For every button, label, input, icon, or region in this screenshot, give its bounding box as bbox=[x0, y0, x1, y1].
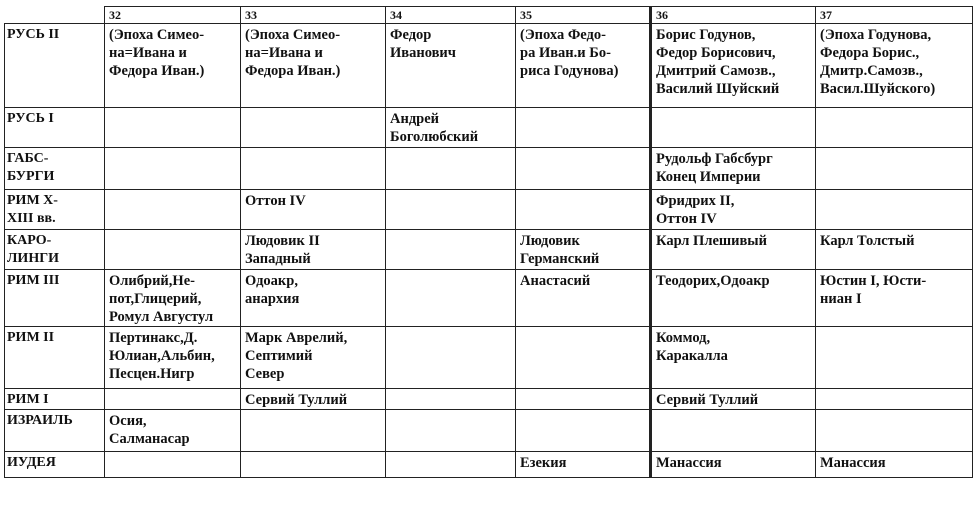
column-number: 33 bbox=[241, 7, 386, 24]
cell-text: Теодорих,Одоакр bbox=[656, 273, 770, 289]
table-cell bbox=[241, 230, 386, 270]
table-cell bbox=[816, 270, 973, 327]
row-label bbox=[5, 148, 105, 190]
table-cell bbox=[386, 452, 516, 478]
table-row bbox=[5, 230, 973, 270]
cell-text: Оттон IV bbox=[245, 193, 306, 209]
table-cell bbox=[241, 410, 386, 452]
cell-text: Манассия bbox=[656, 455, 722, 471]
row-label bbox=[5, 389, 105, 410]
table-cell bbox=[105, 452, 241, 478]
table-cell bbox=[516, 410, 651, 452]
cell-text: Фридрих II, Оттон IV bbox=[656, 193, 735, 227]
table-row bbox=[5, 452, 973, 478]
table-cell bbox=[651, 410, 816, 452]
table-cell bbox=[386, 389, 516, 410]
row-label-text: ИУДЕЯ bbox=[7, 455, 56, 470]
table-cell bbox=[105, 24, 241, 108]
table-row bbox=[5, 148, 973, 190]
table-cell bbox=[386, 410, 516, 452]
table-cell bbox=[516, 148, 651, 190]
table-cell bbox=[516, 24, 651, 108]
cell-text: Андрей Боголюбский bbox=[390, 111, 479, 145]
cell-text: Олибрий,Не- пот,Глицерий, Ромул Августул bbox=[109, 273, 214, 325]
cell-text: Одоакр, анархия bbox=[245, 273, 300, 307]
row-label-text: РИМ X- XIII вв. bbox=[7, 193, 58, 226]
table-cell bbox=[241, 327, 386, 389]
table-cell bbox=[516, 230, 651, 270]
cell-text: Марк Аврелий, Септимий Север bbox=[245, 330, 348, 382]
cell-text: Юстин I, Юсти- ниан I bbox=[820, 273, 927, 307]
table-cell bbox=[241, 108, 386, 148]
cell-text: (Эпоха Симео- на=Ивана и Федора Иван.) bbox=[109, 27, 205, 79]
row-label-text: ГАБС- БУРГИ bbox=[7, 151, 55, 184]
cell-text: (Эпоха Годунова, Федора Борис., Дмитр.Самозв., Васил.Шуйского) bbox=[820, 27, 936, 97]
table-row bbox=[5, 327, 973, 389]
cell-text: Людовик Германский bbox=[520, 233, 600, 267]
row-label-text: РУСЬ I bbox=[7, 111, 54, 126]
row-label bbox=[5, 327, 105, 389]
table-cell bbox=[386, 148, 516, 190]
row-label-text: КАРО- ЛИНГИ bbox=[7, 233, 60, 266]
column-number: 37 bbox=[816, 7, 973, 24]
table-cell bbox=[651, 230, 816, 270]
table-cell bbox=[651, 270, 816, 327]
column-number: 32 bbox=[105, 7, 241, 24]
table-cell bbox=[516, 389, 651, 410]
table-cell bbox=[816, 108, 973, 148]
table-cell bbox=[651, 190, 816, 230]
table-row bbox=[5, 410, 973, 452]
chronology-table bbox=[4, 6, 973, 478]
cell-text: Езекия bbox=[520, 455, 567, 471]
cell-text: Осия, Салманасар bbox=[109, 413, 190, 447]
table-cell bbox=[105, 190, 241, 230]
table-cell bbox=[241, 24, 386, 108]
column-number: 34 bbox=[386, 7, 516, 24]
table-row bbox=[5, 108, 973, 148]
table-cell bbox=[105, 108, 241, 148]
table-cell bbox=[516, 190, 651, 230]
cell-text: Карл Плешивый bbox=[656, 233, 767, 249]
table-cell bbox=[241, 190, 386, 230]
table-cell bbox=[386, 24, 516, 108]
column-header-row bbox=[5, 7, 973, 24]
table-cell bbox=[105, 327, 241, 389]
cell-text: Борис Годунов, Федор Борисович, Дмитрий Самозв., Василий Шуйский bbox=[656, 27, 780, 97]
table-cell bbox=[651, 452, 816, 478]
table-row bbox=[5, 270, 973, 327]
table-cell bbox=[816, 24, 973, 108]
row-label bbox=[5, 410, 105, 452]
table-cell bbox=[816, 410, 973, 452]
column-number: 36 bbox=[651, 7, 816, 24]
table-row bbox=[5, 24, 973, 108]
row-label bbox=[5, 108, 105, 148]
table-cell bbox=[816, 452, 973, 478]
cell-text: Федор Иванович bbox=[390, 27, 456, 61]
table-cell bbox=[651, 327, 816, 389]
row-label bbox=[5, 230, 105, 270]
table-cell bbox=[105, 230, 241, 270]
table-cell bbox=[241, 389, 386, 410]
table-cell bbox=[816, 327, 973, 389]
cell-text: Сервий Туллий bbox=[245, 392, 348, 408]
table-cell bbox=[241, 270, 386, 327]
cell-text: Коммод, Каракалла bbox=[656, 330, 728, 364]
table-cell bbox=[816, 230, 973, 270]
row-label-text: РИМ I bbox=[7, 392, 49, 407]
table-cell bbox=[386, 108, 516, 148]
table-row bbox=[5, 389, 973, 410]
cell-text: Анастасий bbox=[520, 273, 591, 289]
cell-text: Рудольф Габсбург Конец Империи bbox=[656, 151, 773, 185]
table-cell bbox=[816, 190, 973, 230]
table-cell bbox=[105, 148, 241, 190]
table-cell bbox=[386, 230, 516, 270]
table-row bbox=[5, 190, 973, 230]
table-cell bbox=[241, 148, 386, 190]
row-label bbox=[5, 270, 105, 327]
cell-text: Людовик II Западный bbox=[245, 233, 320, 267]
row-label-text: РИМ III bbox=[7, 273, 60, 288]
cell-text: (Эпоха Симео- на=Ивана и Федора Иван.) bbox=[245, 27, 341, 79]
table-cell bbox=[516, 270, 651, 327]
table-cell bbox=[105, 389, 241, 410]
row-label bbox=[5, 190, 105, 230]
row-label bbox=[5, 24, 105, 108]
corner-cell bbox=[5, 7, 105, 24]
row-label bbox=[5, 452, 105, 478]
table-cell bbox=[516, 327, 651, 389]
row-label-text: ИЗРАИЛЬ bbox=[7, 413, 73, 428]
row-label-text: РИМ II bbox=[7, 330, 55, 345]
table-cell bbox=[651, 389, 816, 410]
table-cell bbox=[516, 108, 651, 148]
row-label-text: РУСЬ II bbox=[7, 27, 60, 42]
table-cell bbox=[651, 148, 816, 190]
column-number: 35 bbox=[516, 7, 651, 24]
cell-text: (Эпоха Федо- ра Иван.и Бо- риса Годунова) bbox=[520, 27, 619, 79]
table-cell bbox=[241, 452, 386, 478]
table-cell bbox=[386, 327, 516, 389]
table-cell bbox=[516, 452, 651, 478]
table-cell bbox=[816, 148, 973, 190]
cell-text: Сервий Туллий bbox=[656, 392, 759, 408]
table-cell bbox=[651, 108, 816, 148]
cell-text: Карл Толстый bbox=[820, 233, 915, 249]
cell-text: Пертинакс,Д. Юлиан,Альбин, Песцен.Нигр bbox=[109, 330, 215, 382]
table-cell bbox=[651, 24, 816, 108]
table-cell bbox=[105, 270, 241, 327]
table-cell bbox=[386, 190, 516, 230]
table-cell bbox=[105, 410, 241, 452]
table-cell bbox=[816, 389, 973, 410]
table-cell bbox=[386, 270, 516, 327]
cell-text: Манассия bbox=[820, 455, 886, 471]
